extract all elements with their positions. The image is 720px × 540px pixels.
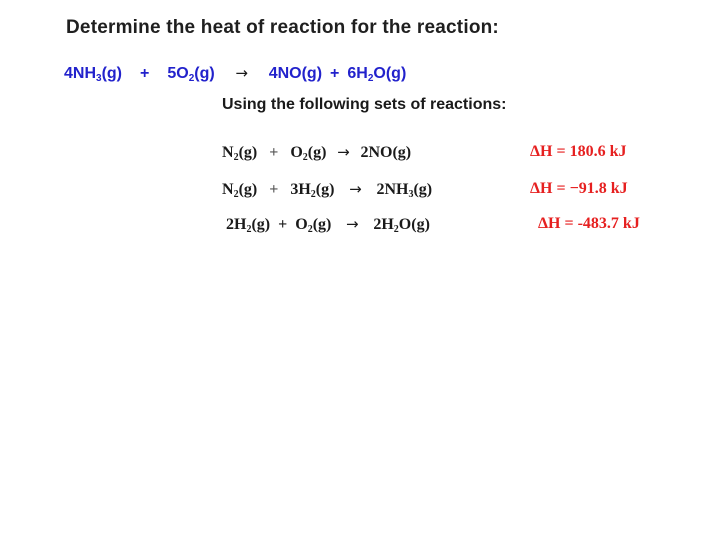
- reaction-arrow-icon: →: [337, 143, 350, 161]
- reaction-arrow-icon: →: [346, 215, 359, 233]
- plus-sign: +: [278, 216, 288, 233]
- plus-sign: +: [140, 65, 150, 82]
- reaction-arrow-icon: →: [349, 180, 362, 198]
- product-water: $6H_2O(g)$: [347, 65, 407, 84]
- reactant-b: $3H_2(g)$: [290, 181, 335, 200]
- delta-h-1: ΔH = 180.6 kJ: [530, 143, 627, 160]
- reactant-a: $N_2(g)$: [222, 144, 258, 163]
- delta-h-3: ΔH = -483.7 kJ: [538, 215, 640, 232]
- product: $2H_2O(g)$: [373, 216, 430, 235]
- plus-sign: +: [269, 181, 279, 198]
- plus-sign: +: [330, 65, 340, 82]
- reactant-b: $O_2(g)$: [290, 144, 327, 163]
- product-nitric-oxide: 4NO(g): [268, 65, 323, 82]
- reactant-oxygen: $5O_2(g)$: [167, 65, 215, 84]
- reactant-a: $N_2(g)$: [222, 181, 258, 200]
- reactant-b: $O_2(g)$: [295, 216, 332, 235]
- target-reaction: [64, 64, 406, 83]
- reactant-ammonia: $4NH_3(g)$: [64, 65, 123, 84]
- reactant-a: $2H_2(g)$: [226, 216, 271, 235]
- delta-h-2: ΔH = −91.8 kJ: [530, 180, 628, 197]
- given-reaction-3: [226, 215, 430, 234]
- plus-sign: +: [269, 144, 279, 161]
- page-title: Determine the heat of reaction for the reaction:: [66, 17, 499, 38]
- reaction-arrow-icon: →: [235, 64, 248, 82]
- product: $2NH_3(g)$: [376, 181, 433, 200]
- given-reaction-2: [222, 180, 432, 199]
- product: 2NO(g): [360, 144, 412, 161]
- given-reaction-1: [222, 143, 411, 162]
- subtitle: Using the following sets of reactions:: [222, 96, 507, 113]
